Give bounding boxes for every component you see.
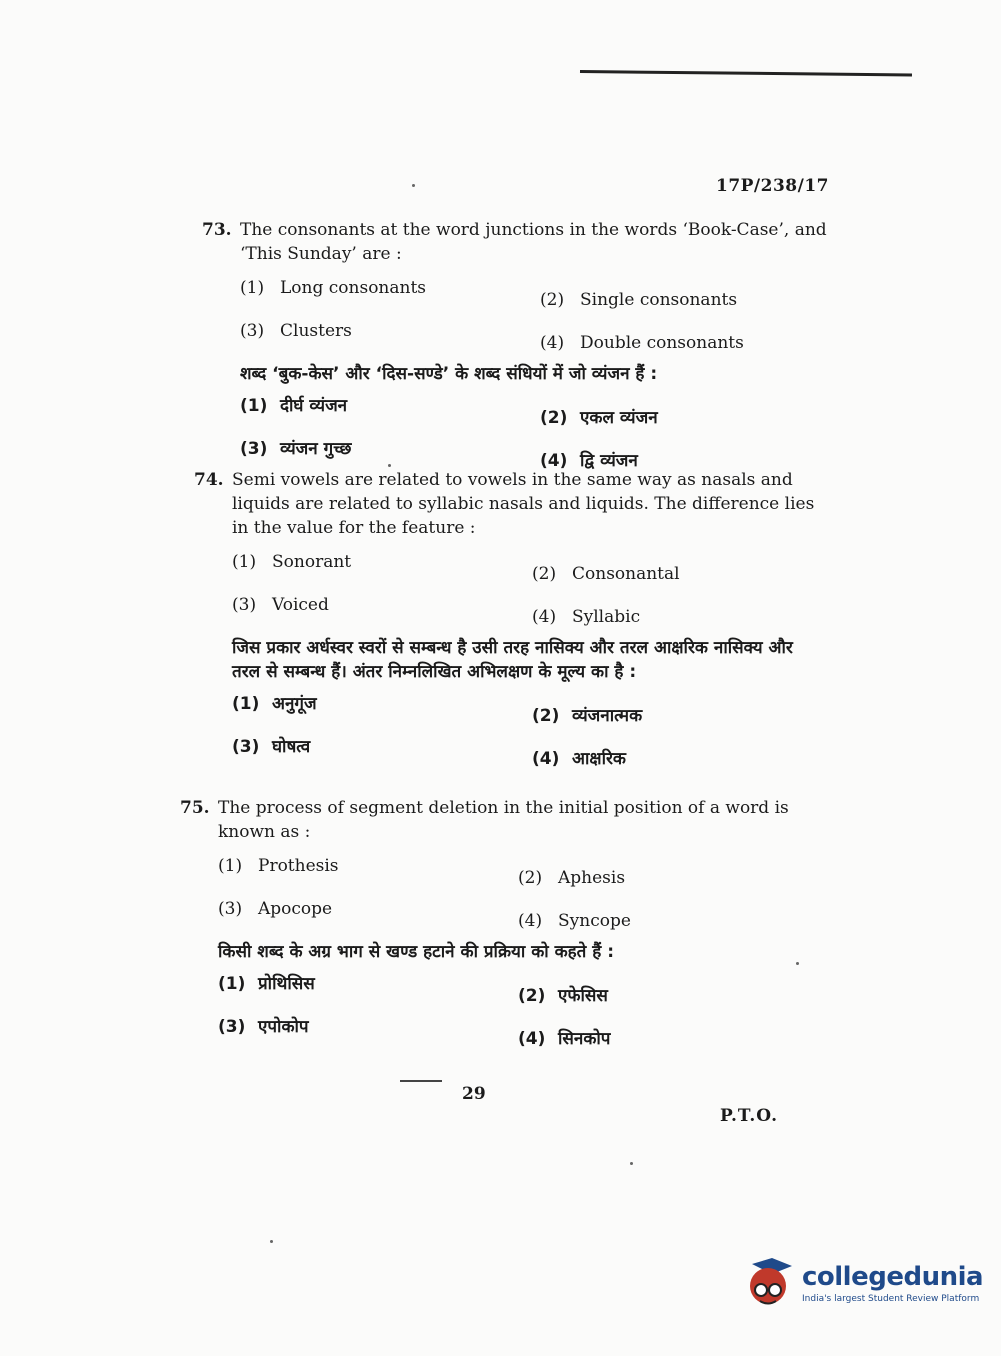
pto-label: P.T.O.: [720, 1106, 778, 1126]
option-4: (4) Syllabic: [532, 607, 641, 627]
option-1: (1) Prothesis: [218, 856, 339, 876]
question-text: The process of segment deletion in the initial position of a word is known as :: [218, 798, 789, 842]
option-hindi-2: (2) एकल व्यंजन: [540, 408, 658, 428]
options-hindi: [232, 692, 822, 778]
options-en: [218, 854, 808, 940]
option-hindi-4: (4) द्वि व्यंजन: [540, 451, 638, 471]
option-1: (1) Long consonants: [240, 278, 427, 298]
option-2: (2) Aphesis: [518, 868, 626, 888]
option-4: (4) Syncope: [518, 911, 631, 931]
option-hindi-1: (1) प्रोथिसिस: [218, 974, 315, 994]
header-rule: [580, 70, 912, 76]
option-hindi-3: (3) एपोकोप: [218, 1017, 309, 1037]
option-hindi-3: (3) व्यंजन गुच्छ: [240, 439, 352, 459]
question-text-hindi: जिस प्रकार अर्धस्वर स्वरों से सम्बन्ध है उसी तरह नासिक्य और तरल आक्षरिक नासिक्य और तरल से सम्बन्ध हैं। अंतर निम्नलिखित अभिलक्षण के मूल्य का है :: [232, 638, 793, 682]
option-hindi-2: (2) व्यंजनात्मक: [532, 706, 643, 726]
question-text: The consonants at the word junctions in the words ‘Book-Case’, and ‘This Sunday’ are :: [240, 220, 827, 264]
question-number: 73.: [202, 220, 232, 240]
question-number: 74.: [194, 470, 224, 490]
scan-speck: [412, 184, 415, 187]
question-text: Semi vowels are related to vowels in the same way as nasals and liquids are related to syllabic nasals and liquids. The difference lies in the value for the feature :: [232, 470, 815, 538]
collegedunia-tagline: India's largest Student Review Platform: [802, 1294, 980, 1304]
option-hindi-2: (2) एफेसिस: [518, 986, 608, 1006]
question-74: [194, 468, 822, 778]
collegedunia-name: collegedunia: [802, 1262, 984, 1292]
question-text-hindi: किसी शब्द के अग्र भाग से खण्ड हटाने की प्रक्रिया को कहते हैं :: [218, 942, 615, 962]
page-number: 29: [462, 1084, 486, 1104]
question-75: [180, 796, 808, 1058]
scan-speck: [796, 962, 799, 965]
option-hindi-4: (4) सिनकोप: [518, 1029, 611, 1049]
option-2: (2) Consonantal: [532, 564, 680, 584]
options-en: [232, 550, 822, 636]
scan-mark: [400, 1080, 442, 1082]
option-1: (1) Sonorant: [232, 552, 352, 572]
scan-speck: [270, 1240, 273, 1243]
option-3: (3) Voiced: [232, 595, 329, 615]
collegedunia-watermark: [742, 1248, 984, 1318]
scan-speck: [388, 464, 391, 467]
question-73: [202, 218, 860, 480]
option-2: (2) Single consonants: [540, 290, 738, 310]
question-number: 75.: [180, 798, 210, 818]
paper-code: 17P/238/17: [715, 176, 829, 196]
option-3: (3) Clusters: [240, 321, 352, 341]
option-4: (4) Double consonants: [540, 333, 744, 353]
collegedunia-logo-icon: [742, 1256, 796, 1310]
option-hindi-3: (3) घोषत्व: [232, 737, 311, 757]
option-hindi-4: (4) आक्षरिक: [532, 749, 626, 769]
options-en: [240, 276, 860, 362]
option-hindi-1: (1) दीर्घ व्यंजन: [240, 396, 348, 416]
option-3: (3) Apocope: [218, 899, 333, 919]
option-hindi-1: (1) अनुगूंज: [232, 694, 317, 714]
question-text-hindi: शब्द ‘बुक-केस’ और ‘दिस-सण्डे’ के शब्द संधियों में जो व्यंजन हैं :: [240, 364, 658, 384]
scan-speck: [630, 1162, 633, 1165]
options-hindi: [218, 972, 808, 1058]
